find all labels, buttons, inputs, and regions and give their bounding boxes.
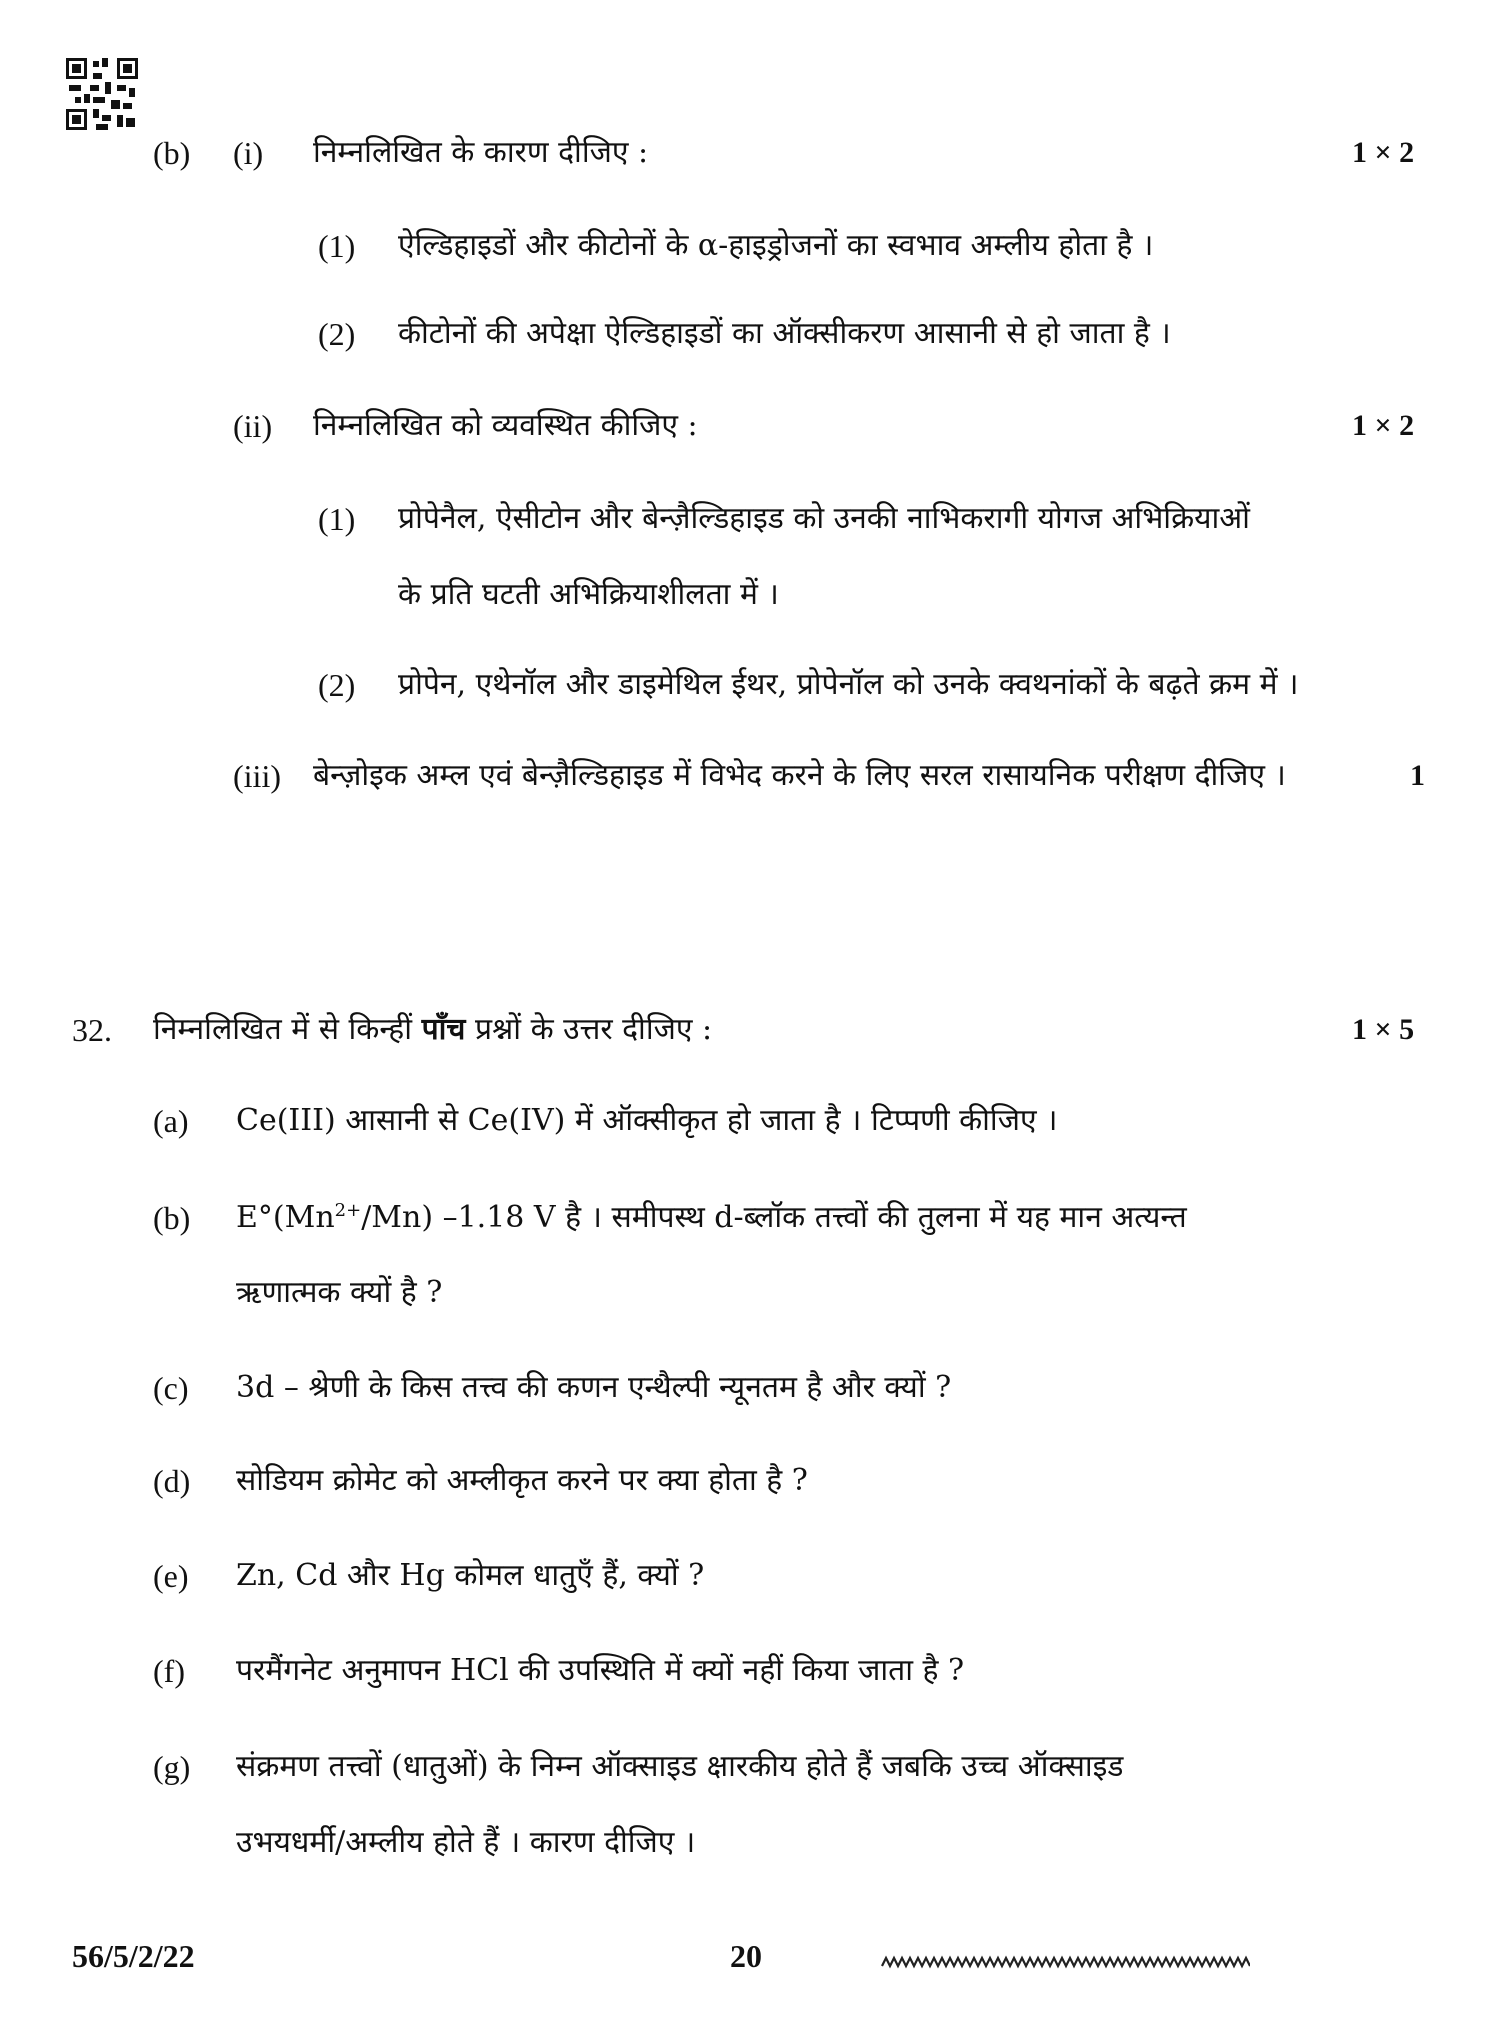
q31b-i-1-text: ऐल्डिहाइडों और कीटोनों के α-हाइड्रोजनों का स्वभाव अम्लीय होता है । [398,228,1154,263]
q32b-label: (b) [153,1200,191,1236]
q31b-iii-marks: 1 [1410,759,1425,792]
q31b-ii-2-line1: प्रोपेन, एथेनॉल और डाइमेथिल ईथर, प्रोपेनॉल को उनके क्वथनांकों के बढ़ते क्रम में । [398,667,1299,702]
q32c-label: (c) [153,1370,189,1406]
q32b-sup: 2+ [334,1200,362,1221]
q31b-label: (b) [153,135,191,171]
footer-page-number: 20 [730,1938,762,1974]
q31b-i-1-label: (1) [318,228,356,264]
q32-text-bold: पाँच [421,1012,466,1047]
q32e-text: Zn, Cd और Hg कोमल धातुएँ हैं, क्यों ? [236,1558,705,1593]
q32-number: 32. [72,1012,112,1048]
q32-text-after: प्रश्नों के उत्तर दीजिए : [474,1012,713,1047]
q31b-ii-marks: 1 × 2 [1352,409,1415,442]
q32b-line2: ऋणात्मक क्यों है ? [236,1275,443,1310]
q32a-text: Ce(III) आसानी से Ce(IV) में ऑक्सीकृत हो जाता है । टिप्पणी कीजिए । [236,1103,1058,1138]
q32b-post: /Mn) –1.18 V है । समीपस्थ d-ब्लॉक तत्त्वों की तुलना में यह मान अत्यन्त [361,1200,1187,1235]
q31b-i-2-text: कीटोनों की अपेक्षा ऐल्डिहाइडों का ऑक्सीकरण आसानी से हो जाता है । [398,316,1171,351]
q32c-text: 3d – श्रेणी के किस तत्त्व की कणन एन्थैल्पी न्यूनतम है और क्यों ? [236,1370,952,1405]
q31b-ii-text: निम्नलिखित को व्यवस्थित कीजिए : [313,408,698,443]
q31b-ii-1-line2: के प्रति घटती अभिक्रियाशीलता में । [398,577,779,612]
q32g-label: (g) [153,1749,191,1785]
q32g-line1: संक्रमण तत्त्वों (धातुओं) के निम्न ऑक्साइड क्षारकीय होते हैं जबकि उच्च ऑक्साइड [236,1749,1124,1784]
q31b-i-2-label: (2) [318,316,356,352]
q32b-line1 [236,1198,1187,1238]
q31b-i-marks: 1 × 2 [1352,136,1415,169]
q32d-label: (d) [153,1463,191,1499]
qr-code-icon [66,58,138,130]
q32f-label: (f) [153,1653,185,1689]
q31b-ii-2-label: (2) [318,667,356,703]
q31b-ii-1-label: (1) [318,501,356,537]
q31b-ii-label: (ii) [233,408,273,444]
footer-code: 56/5/2/22 [72,1938,195,1974]
q31b-i-text: निम्नलिखित के कारण दीजिए : [313,135,649,170]
q32d-text: सोडियम क्रोमेट को अम्लीकृत करने पर क्या होता है ? [236,1463,808,1498]
q32-question [153,1010,712,1050]
q32a-label: (a) [153,1103,189,1139]
q32g-line2: उभयधर्मी/अम्लीय होते हैं । कारण दीजिए । [236,1825,696,1860]
q31b-iii-text: बेन्ज़ोइक अम्ल एवं बेन्ज़ैल्डिहाइड में विभेद करने के लिए सरल रासायनिक परीक्षण दीजिए । [313,758,1286,793]
wavy-line-decoration [880,1952,1250,1976]
q31b-i-label: (i) [233,135,264,171]
q32f-text: परमैंगनेट अनुमापन HCl की उपस्थिति में क्यों नहीं किया जाता है ? [236,1653,965,1688]
q32-text-before: निम्नलिखित में से किन्हीं [153,1012,413,1047]
q32e-label: (e) [153,1558,189,1594]
q31b-ii-1-line1: प्रोपेनैल, ऐसीटोन और बेन्ज़ैल्डिहाइड को उनकी नाभिकरागी योगज अभिक्रियाओं [398,501,1250,536]
q31b-iii-label: (iii) [233,758,281,794]
q32b-pre: E°(Mn [236,1200,335,1235]
q32-marks: 1 × 5 [1352,1013,1415,1046]
